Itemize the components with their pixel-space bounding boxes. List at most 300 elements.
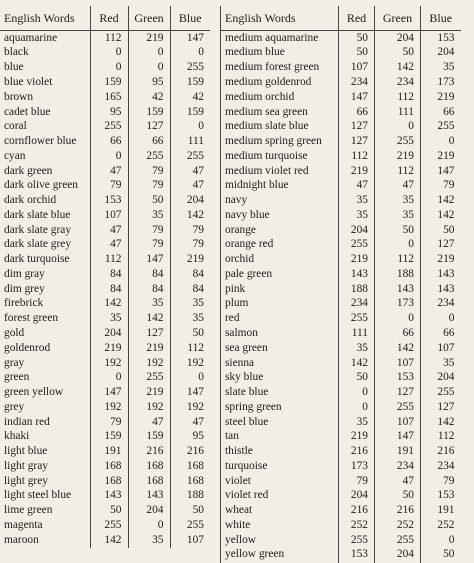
- blue-value-cell: 35: [421, 61, 461, 76]
- table-row: [0, 444, 210, 459]
- red-value-cell: 234: [339, 297, 375, 312]
- blue-value-cell: 47: [170, 415, 210, 430]
- blue-value-cell: 255: [170, 61, 210, 76]
- blue-value-cell: 219: [421, 149, 461, 164]
- table-row: [0, 238, 210, 253]
- color-name-cell: white: [225, 518, 251, 531]
- blue-value-cell: 159: [170, 105, 210, 120]
- blue-value-cell: 50: [421, 548, 461, 563]
- blue-value-cell: 192: [170, 400, 210, 415]
- table-row: [221, 326, 461, 341]
- color-name-cell: orange red: [225, 238, 274, 251]
- red-value-cell: 255: [339, 312, 375, 327]
- color-name-cell: wheat: [225, 504, 253, 517]
- green-value-cell: 107: [375, 356, 421, 371]
- red-value-cell: 79: [90, 179, 128, 194]
- table-row: [221, 179, 461, 194]
- red-value-cell: 35: [339, 341, 375, 356]
- blue-value-cell: 47: [170, 179, 210, 194]
- blue-value-cell: 107: [421, 341, 461, 356]
- color-name-cell: dim grey: [4, 282, 45, 295]
- table-row: [0, 267, 210, 282]
- blue-value-cell: 216: [421, 444, 461, 459]
- green-value-cell: 35: [128, 533, 170, 548]
- red-value-cell: 35: [339, 415, 375, 430]
- blue-value-cell: 168: [170, 459, 210, 474]
- green-value-cell: 147: [128, 252, 170, 267]
- green-value-cell: 35: [375, 208, 421, 223]
- red-value-cell: 50: [339, 371, 375, 386]
- color-name-cell: sky blue: [225, 371, 264, 384]
- table-row: [0, 341, 210, 356]
- table-row: [221, 223, 461, 238]
- table-row: [221, 341, 461, 356]
- table-row: [0, 297, 210, 312]
- red-value-cell: 234: [339, 75, 375, 90]
- color-name-cell: tan: [225, 430, 239, 443]
- table-row: [0, 326, 210, 341]
- red-value-cell: 112: [90, 31, 128, 46]
- green-value-cell: 0: [128, 46, 170, 61]
- color-name-cell: blue violet: [4, 75, 53, 88]
- color-name-cell: light steel blue: [4, 489, 72, 502]
- red-value-cell: 168: [90, 459, 128, 474]
- green-value-cell: 204: [375, 31, 421, 46]
- red-value-cell: 147: [90, 385, 128, 400]
- color-name-cell: medium slate blue: [225, 120, 309, 133]
- color-name-cell: yellow green: [225, 548, 285, 561]
- header-red: Red: [339, 6, 375, 31]
- table-row: [0, 61, 210, 76]
- table-row: [0, 371, 210, 386]
- table-row: [221, 120, 461, 135]
- table-row: [0, 75, 210, 90]
- blue-value-cell: 255: [421, 120, 461, 135]
- color-name-cell: green yellow: [4, 386, 64, 399]
- color-name-cell: medium spring green: [225, 135, 322, 148]
- table-row: [0, 400, 210, 415]
- green-value-cell: 66: [375, 326, 421, 341]
- green-value-cell: 192: [128, 356, 170, 371]
- red-value-cell: 219: [339, 430, 375, 445]
- blue-value-cell: 84: [170, 282, 210, 297]
- color-name-cell: slate blue: [225, 386, 269, 399]
- green-value-cell: 219: [375, 149, 421, 164]
- blue-value-cell: 79: [421, 179, 461, 194]
- table-row: [0, 430, 210, 445]
- green-value-cell: 66: [128, 134, 170, 149]
- green-value-cell: 50: [128, 193, 170, 208]
- red-value-cell: 35: [339, 193, 375, 208]
- green-value-cell: 142: [128, 312, 170, 327]
- red-value-cell: 173: [339, 459, 375, 474]
- green-value-cell: 153: [375, 371, 421, 386]
- color-name-cell: forest green: [4, 312, 59, 325]
- color-name-cell: khaki: [4, 430, 30, 443]
- green-value-cell: 159: [128, 105, 170, 120]
- green-value-cell: 50: [375, 223, 421, 238]
- table-row: [221, 415, 461, 430]
- blue-value-cell: 50: [170, 504, 210, 519]
- red-value-cell: 216: [339, 504, 375, 519]
- color-name-cell: thistle: [225, 445, 253, 458]
- color-name-cell: salmon: [225, 326, 258, 339]
- table-row: [221, 459, 461, 474]
- blue-value-cell: 147: [421, 164, 461, 179]
- red-value-cell: 112: [90, 252, 128, 267]
- green-value-cell: 255: [375, 134, 421, 149]
- blue-value-cell: 234: [421, 459, 461, 474]
- blue-value-cell: 95: [170, 430, 210, 445]
- table-row: [0, 179, 210, 194]
- red-value-cell: 204: [339, 489, 375, 504]
- color-name-cell: maroon: [4, 533, 39, 546]
- red-value-cell: 47: [90, 238, 128, 253]
- green-value-cell: 188: [375, 267, 421, 282]
- color-name-cell: orange: [225, 223, 256, 236]
- color-name-cell: spring green: [225, 400, 282, 413]
- table-row: [0, 533, 210, 548]
- red-value-cell: 255: [90, 120, 128, 135]
- color-name-cell: plum: [225, 297, 249, 310]
- green-value-cell: 192: [128, 400, 170, 415]
- green-value-cell: 255: [128, 371, 170, 386]
- table-row: [221, 297, 461, 312]
- table-row: [0, 504, 210, 519]
- blue-value-cell: 252: [421, 518, 461, 533]
- color-name-cell: medium forest green: [225, 61, 320, 74]
- table-row: [221, 149, 461, 164]
- table-row: [0, 120, 210, 135]
- table-row: [221, 238, 461, 253]
- color-name-cell: dark slate grey: [4, 238, 72, 251]
- table-row: [0, 489, 210, 504]
- blue-value-cell: 0: [170, 46, 210, 61]
- red-value-cell: 168: [90, 474, 128, 489]
- red-value-cell: 66: [90, 134, 128, 149]
- red-value-cell: 142: [90, 297, 128, 312]
- green-value-cell: 127: [375, 385, 421, 400]
- blue-value-cell: 50: [421, 223, 461, 238]
- table-row: [0, 282, 210, 297]
- red-value-cell: 143: [90, 489, 128, 504]
- color-table-left: [0, 6, 210, 548]
- blue-value-cell: 219: [421, 90, 461, 105]
- color-name-cell: medium turquoise: [225, 149, 308, 162]
- color-name-cell: blue: [4, 61, 24, 74]
- blue-value-cell: 0: [170, 371, 210, 386]
- green-value-cell: 173: [375, 297, 421, 312]
- blue-value-cell: 153: [421, 31, 461, 46]
- table-row: [221, 504, 461, 519]
- table-row: [0, 208, 210, 223]
- blue-value-cell: 143: [421, 282, 461, 297]
- green-value-cell: 143: [375, 282, 421, 297]
- green-value-cell: 0: [375, 238, 421, 253]
- color-name-cell: sea green: [225, 341, 268, 354]
- table-row: [0, 223, 210, 238]
- blue-value-cell: 35: [421, 356, 461, 371]
- header-blue: Blue: [170, 6, 210, 31]
- blue-value-cell: 142: [421, 193, 461, 208]
- table-row: [221, 31, 461, 46]
- table-row: [0, 385, 210, 400]
- color-name-cell: sienna: [225, 356, 255, 369]
- table-row: [0, 105, 210, 120]
- green-value-cell: 47: [128, 415, 170, 430]
- color-name-cell: medium sea green: [225, 105, 308, 118]
- table-row: [0, 193, 210, 208]
- table-row: [221, 518, 461, 533]
- blue-value-cell: 50: [170, 326, 210, 341]
- table-row: [221, 164, 461, 179]
- table-row: [0, 415, 210, 430]
- green-value-cell: 255: [375, 533, 421, 548]
- color-name-cell: dark slate blue: [4, 208, 71, 221]
- red-value-cell: 47: [90, 223, 128, 238]
- blue-value-cell: 66: [421, 326, 461, 341]
- blue-value-cell: 142: [421, 415, 461, 430]
- color-name-cell: pale green: [225, 267, 273, 280]
- green-value-cell: 42: [128, 90, 170, 105]
- red-value-cell: 0: [90, 61, 128, 76]
- blue-value-cell: 142: [421, 208, 461, 223]
- green-value-cell: 168: [128, 459, 170, 474]
- blue-value-cell: 66: [421, 105, 461, 120]
- color-name-cell: navy blue: [225, 208, 270, 221]
- color-name-cell: midnight blue: [225, 179, 289, 192]
- color-name-cell: dim gray: [4, 267, 45, 280]
- red-value-cell: 204: [339, 223, 375, 238]
- green-value-cell: 79: [128, 179, 170, 194]
- green-value-cell: 84: [128, 282, 170, 297]
- red-value-cell: 0: [90, 149, 128, 164]
- blue-value-cell: 79: [421, 474, 461, 489]
- table-row: [221, 193, 461, 208]
- green-value-cell: 219: [128, 385, 170, 400]
- green-value-cell: 234: [375, 459, 421, 474]
- table-row: [0, 164, 210, 179]
- green-value-cell: 219: [128, 341, 170, 356]
- color-name-cell: dark green: [4, 164, 53, 177]
- blue-value-cell: 192: [170, 356, 210, 371]
- blue-value-cell: 0: [421, 312, 461, 327]
- red-value-cell: 252: [339, 518, 375, 533]
- green-value-cell: 204: [375, 548, 421, 563]
- header-row: [0, 6, 210, 31]
- table-row: [0, 518, 210, 533]
- red-value-cell: 147: [339, 90, 375, 105]
- blue-value-cell: 112: [170, 341, 210, 356]
- red-value-cell: 0: [90, 46, 128, 61]
- color-name-cell: medium goldenrod: [225, 75, 312, 88]
- blue-value-cell: 168: [170, 474, 210, 489]
- red-value-cell: 0: [90, 371, 128, 386]
- table-row: [221, 208, 461, 223]
- blue-value-cell: 204: [421, 371, 461, 386]
- table-row: [221, 400, 461, 415]
- red-value-cell: 165: [90, 90, 128, 105]
- blue-value-cell: 35: [170, 297, 210, 312]
- header-blue: Blue: [421, 6, 461, 31]
- color-name-cell: cadet blue: [4, 105, 51, 118]
- green-value-cell: 143: [128, 489, 170, 504]
- blue-value-cell: 255: [421, 385, 461, 400]
- green-value-cell: 79: [128, 223, 170, 238]
- red-value-cell: 153: [339, 548, 375, 563]
- color-name-cell: light gray: [4, 459, 48, 472]
- red-value-cell: 35: [90, 312, 128, 327]
- color-name-cell: cornflower blue: [4, 135, 77, 148]
- color-name-cell: brown: [4, 90, 34, 103]
- red-value-cell: 79: [339, 474, 375, 489]
- table-row: [221, 90, 461, 105]
- table-row: [0, 90, 210, 105]
- red-value-cell: 50: [339, 31, 375, 46]
- green-value-cell: 111: [375, 105, 421, 120]
- green-value-cell: 79: [128, 164, 170, 179]
- red-value-cell: 107: [339, 61, 375, 76]
- table-row: [0, 474, 210, 489]
- green-value-cell: 204: [128, 504, 170, 519]
- blue-value-cell: 142: [170, 208, 210, 223]
- color-name-cell: green: [4, 371, 30, 384]
- blue-value-cell: 219: [421, 252, 461, 267]
- table-row: [221, 533, 461, 548]
- green-value-cell: 234: [375, 75, 421, 90]
- green-value-cell: 47: [375, 179, 421, 194]
- table-row: [0, 312, 210, 327]
- color-name-cell: light blue: [4, 445, 48, 458]
- blue-value-cell: 42: [170, 90, 210, 105]
- table-row: [221, 252, 461, 267]
- blue-value-cell: 219: [170, 252, 210, 267]
- color-name-cell: firebrick: [4, 297, 44, 310]
- red-value-cell: 107: [90, 208, 128, 223]
- red-value-cell: 127: [339, 134, 375, 149]
- red-value-cell: 0: [339, 400, 375, 415]
- color-name-cell: medium aquamarine: [225, 31, 319, 44]
- color-name-cell: cyan: [4, 149, 26, 162]
- green-value-cell: 216: [375, 504, 421, 519]
- table-row: [0, 31, 210, 46]
- blue-value-cell: 234: [421, 297, 461, 312]
- red-value-cell: 255: [339, 238, 375, 253]
- table-row: [0, 356, 210, 371]
- color-name-cell: medium orchid: [225, 90, 295, 103]
- green-value-cell: 84: [128, 267, 170, 282]
- color-name-cell: dark orchid: [4, 194, 57, 207]
- blue-value-cell: 191: [421, 504, 461, 519]
- blue-value-cell: 173: [421, 75, 461, 90]
- color-name-cell: lime green: [4, 504, 53, 517]
- blue-value-cell: 35: [170, 312, 210, 327]
- green-value-cell: 50: [375, 489, 421, 504]
- green-value-cell: 47: [375, 474, 421, 489]
- table-row: [221, 444, 461, 459]
- green-value-cell: 216: [128, 444, 170, 459]
- color-name-cell: navy: [225, 194, 248, 207]
- green-value-cell: 107: [375, 415, 421, 430]
- table-row: [221, 105, 461, 120]
- blue-value-cell: 204: [170, 193, 210, 208]
- blue-value-cell: 255: [170, 518, 210, 533]
- color-name-cell: orchid: [225, 253, 255, 266]
- blue-value-cell: 188: [170, 489, 210, 504]
- header-green: Green: [128, 6, 170, 31]
- color-name-cell: grey: [4, 400, 25, 413]
- red-value-cell: 216: [339, 444, 375, 459]
- table-row: [221, 548, 461, 563]
- color-name-cell: red: [225, 312, 240, 325]
- red-value-cell: 79: [90, 415, 128, 430]
- red-value-cell: 50: [90, 504, 128, 519]
- green-value-cell: 112: [375, 164, 421, 179]
- table-row: [0, 149, 210, 164]
- blue-value-cell: 127: [421, 238, 461, 253]
- green-value-cell: 142: [375, 61, 421, 76]
- green-value-cell: 168: [128, 474, 170, 489]
- red-value-cell: 35: [339, 208, 375, 223]
- red-value-cell: 204: [90, 326, 128, 341]
- green-value-cell: 159: [128, 430, 170, 445]
- color-name-cell: indian red: [4, 415, 50, 428]
- table-row: [221, 371, 461, 386]
- color-name-cell: turquoise: [225, 459, 268, 472]
- red-value-cell: 219: [90, 341, 128, 356]
- red-value-cell: 142: [90, 533, 128, 548]
- red-value-cell: 255: [90, 518, 128, 533]
- green-value-cell: 0: [128, 518, 170, 533]
- color-name-cell: black: [4, 46, 29, 59]
- blue-value-cell: 107: [170, 533, 210, 548]
- color-name-cell: coral: [4, 120, 27, 133]
- blue-value-cell: 0: [421, 533, 461, 548]
- red-value-cell: 111: [339, 326, 375, 341]
- green-value-cell: 50: [375, 46, 421, 61]
- green-value-cell: 252: [375, 518, 421, 533]
- red-value-cell: 84: [90, 267, 128, 282]
- color-name-cell: magenta: [4, 518, 43, 531]
- red-value-cell: 143: [339, 267, 375, 282]
- blue-value-cell: 159: [170, 75, 210, 90]
- table-row: [221, 312, 461, 327]
- table-row: [221, 46, 461, 61]
- green-value-cell: 0: [128, 61, 170, 76]
- red-value-cell: 84: [90, 282, 128, 297]
- table-row: [221, 474, 461, 489]
- blue-value-cell: 127: [421, 400, 461, 415]
- color-name-cell: gray: [4, 356, 25, 369]
- green-value-cell: 0: [375, 312, 421, 327]
- red-value-cell: 159: [90, 430, 128, 445]
- blue-value-cell: 79: [170, 238, 210, 253]
- header-row: [221, 6, 461, 31]
- blue-value-cell: 0: [421, 134, 461, 149]
- green-value-cell: 127: [128, 326, 170, 341]
- green-value-cell: 112: [375, 90, 421, 105]
- green-value-cell: 219: [128, 31, 170, 46]
- table-row: [221, 489, 461, 504]
- red-value-cell: 192: [90, 356, 128, 371]
- green-value-cell: 127: [128, 120, 170, 135]
- green-value-cell: 112: [375, 252, 421, 267]
- red-value-cell: 127: [339, 120, 375, 135]
- red-value-cell: 192: [90, 400, 128, 415]
- header-green: Green: [375, 6, 421, 31]
- blue-value-cell: 204: [421, 46, 461, 61]
- red-value-cell: 188: [339, 282, 375, 297]
